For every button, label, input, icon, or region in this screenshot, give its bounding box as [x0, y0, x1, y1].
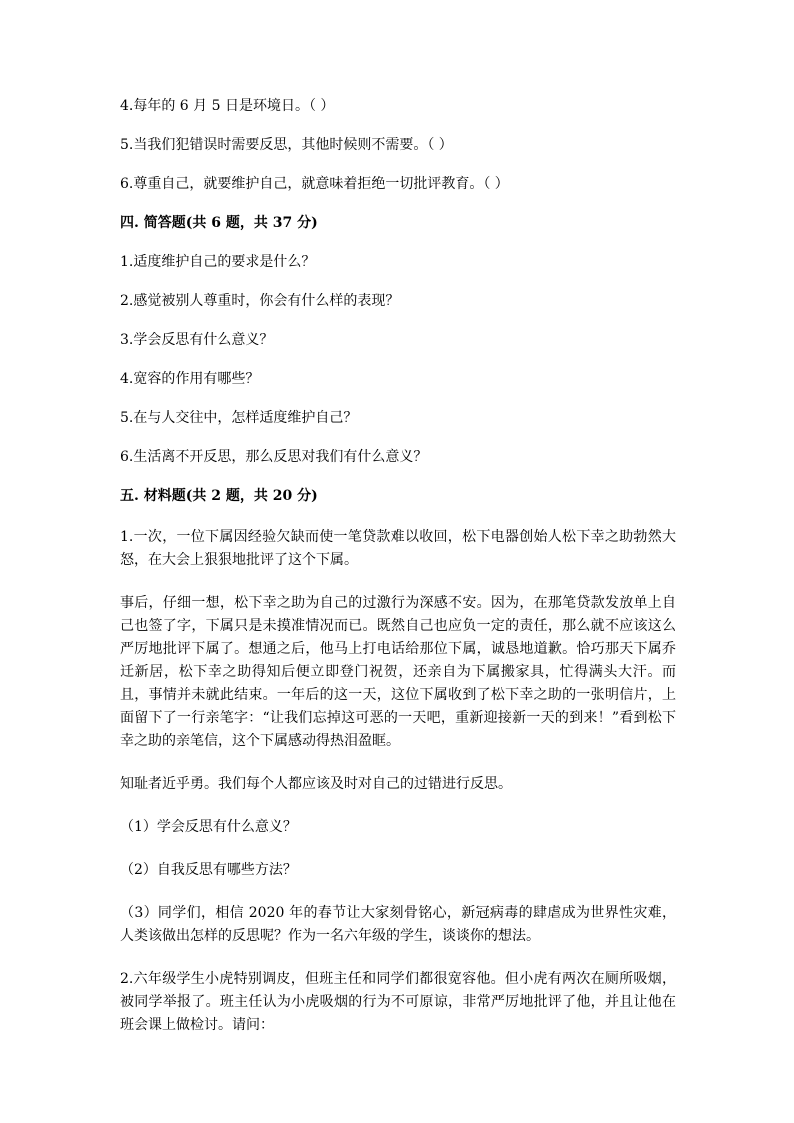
short-answer-item-5: 5.在与人交往中，怎样适度维护自己？ [120, 410, 358, 426]
material-q1-moral: 知耻者近乎勇。我们每个人都应该及时对自己的过错进行反思。 [120, 776, 512, 792]
material-q2-intro: 2.六年级学生小虎特别调皮，但班主任和同学们都很宽容他。但小虎有两次在厕所吸烟，被同学举报了。班主任认为小虎吸烟的行为不可原谅，非常严厉地批评了他，并且让他在班会课上做检讨。请问： [120, 971, 676, 1033]
short-answer-item-6: 6.生活离不开反思，那么反思对我们有什么意义？ [120, 449, 428, 465]
section-heading-material: 五. 材料题(共 2 题，共 20 分) [120, 488, 318, 504]
judgment-item-5: 5.当我们犯错误时需要反思，其他时候则不需要。（ ） [120, 137, 453, 153]
material-q1-story: 事后，仔细一想，松下幸之助为自己的过激行为深感不安。因为，在那笔贷款发放单上自己也签了字，下属只是未摸准情况而已。既然自己也应负一定的责任，那么就不应该这么严厉地批评下属了。想通之后，他马上打电话给那位下属，诚恳地道歉。恰巧那天下属乔迁新居，松下幸之助得知后便立即登门祝贺，还亲自为下属搬家具，忙得满头大汗。而且，事情并未就此结束。一年后的这一天，这位下属收到了松下幸之助的一张明信片，上面留下了一行亲笔字：“让我们忘掉这可恶的一天吧，重新迎接新一天的到来！”看到松下幸之助的亲笔信，这个下属感动得热泪盈眶。 [120, 595, 676, 749]
material-q1-sub2: （2）自我反思有哪些方法？ [120, 862, 297, 878]
material-q1-sub3: （3）同学们，相信 2020 年的春节让大家刻骨铭心，新冠病毒的肆虐成为世界性灾难，人类该做出怎样的反思呢？作为一名六年级的学生，谈谈你的想法。 [120, 905, 676, 944]
short-answer-item-3: 3.学会反思有什么意义？ [120, 332, 274, 348]
judgment-item-4: 4.每年的 6 月 5 日是环境日。（ ） [120, 98, 335, 114]
short-answer-item-2: 2.感觉被别人尊重时，你会有什么样的表现？ [120, 293, 400, 309]
material-q1-sub1: （1）学会反思有什么意义？ [120, 819, 297, 835]
section-heading-short-answer: 四. 简答题(共 6 题，共 37 分) [120, 215, 318, 231]
judgment-item-6: 6.尊重自己，就要维护自己，就意味着拒绝一切批评教育。（ ） [120, 176, 509, 192]
document-page [120, 96, 676, 1037]
short-answer-item-1: 1.适度维护自己的要求是什么？ [120, 254, 316, 270]
short-answer-item-4: 4.宽容的作用有哪些？ [120, 371, 260, 387]
material-q1-intro: 1.一次，一位下属因经验欠缺而使一笔贷款难以收回，松下电器创始人松下幸之助勃然大怒，在大会上狠狠地批评了这个下属。 [120, 529, 676, 568]
